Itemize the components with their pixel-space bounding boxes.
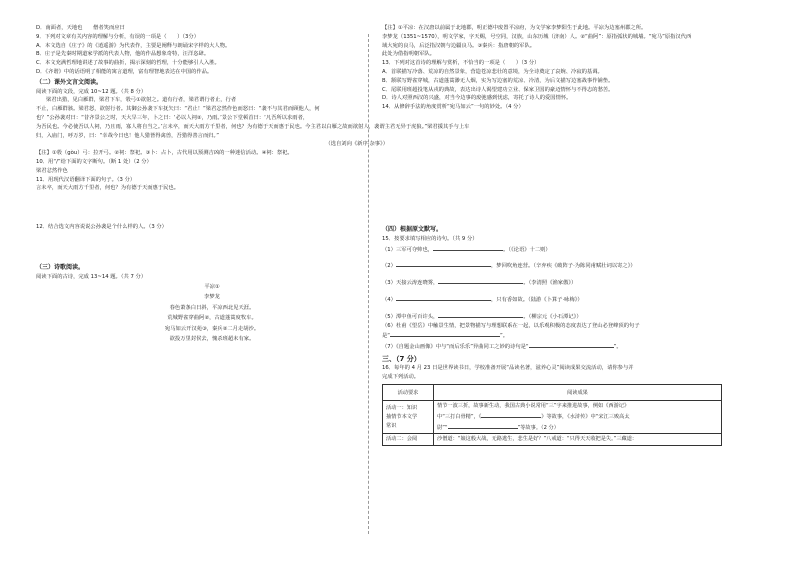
table-row [383,401,722,434]
q15-7-stem: （7）《自题金山画像》中与“而后乐乐”异曲同工之妙的诗句是“ [382,344,529,351]
quote-close: ”。 [613,344,622,351]
quote-close: ”。 [500,333,509,340]
content-text: 中“三打白骨精”，《 [437,413,482,420]
label-line: 常识 [386,422,397,429]
answer-blank[interactable] [390,330,500,337]
q13-option-d: D．诗人对照西汉的兴盛，对当今边事的废弛感到忧虑，寄托了诗人的爱国情怀。 [382,95,572,102]
content-line [437,422,718,433]
item-suffix: ，梦回吹角连营。（辛弃疾《破阵子·为陈同甫赋壮词以寄之》） [490,263,636,270]
passage-line: 归，入庙门，呼万岁，曰：“幸哉今日也！他人猎皆得禽兽，吾猎得善言而归。” [36,132,219,139]
passage-notes: 【注】①彀（gòu）弓：拉开弓。②祠：祭祀。③卜：占卜，古代用以预测吉凶的一种迷信活动。④祠：祭祀。 [36,150,293,157]
q15-item [382,277,734,288]
table-header-row [383,385,722,401]
q14-stem: 14．从修辞手法的角度赏析“宛马如云”一句的妙处。（4 分） [382,104,524,111]
q15-stem: 15．按要求填写相应的诗句。（共 9 分） [382,235,478,242]
q9-option-d: D．《齐谐》中的话语明了相能的寓言道理，富有理智地表达在中国的作品。 [36,68,213,75]
section-4-title: （四）根据原文默写。 [382,225,443,233]
answer-blank[interactable] [438,277,523,284]
q9-stem: 9．下列对文章有关内容的理解与分析，有误的一项是（ ）（3分） [36,33,199,40]
right-column [382,24,734,446]
q15-7-line [382,341,734,352]
q9-option-b: B．庄子是先秦时期道家学派的代表人物，他的作品想象奇特，汪洋恣肆。 [36,51,210,58]
poem-note-line: 【注】①平凉：在汉唐以前属于北地郡，明正德中废置平凉府，为文学家李梦阳生于此地。平凉为边塞州郡之所。 [382,25,647,31]
q15-6-stem: （6）杜甫《望岳》中触景生情，把景物描写与理想联系在一起，以乐观积极的态度表达了登山必登峰顶的句子 [382,322,640,329]
answer-blank[interactable] [433,244,503,251]
q11-answer-space[interactable] [36,193,388,223]
q13-option-b: B．颔联写野雀穿城，古道蓬蒿渺无人烟，实为写边塞的荒凉、冷清，为后文描写边塞战事作铺垫。 [382,77,614,84]
item-suffix: 。（柳宗元《小石潭记》） [523,313,582,320]
quote-open: 是“ [382,333,391,340]
answer-blank[interactable] [396,260,491,267]
header-requirement: 活动要求 [383,385,434,401]
activity-1-label [383,401,434,434]
content-text: ”等故事。（2 分） [517,424,559,431]
q10-text: 梁君忿然作色 [36,167,68,174]
q14-answer-space[interactable] [382,112,734,224]
q15-item [382,311,734,322]
q15-item [382,244,734,255]
q9-option-c: C．本文充满哲理地讲述了故事的曲折，揭示深刻的哲理，十分能够引人入胜。 [36,60,220,67]
q12-stem: 12．结合选文内容说说公孙袭是个什么样的人。（3 分） [36,224,167,231]
item-prefix: 三军可夺帅也， [395,246,434,253]
content-text: 》等故事，《水浒传》中“宋江三败高太 [541,413,630,420]
item-number: （5） [382,313,396,320]
poem-note-line: 李梦龙（1351~1570），明文学家，字天赐，号空同，汉族，山东历城（济南）人。②“曲阿”：原指弧状的城墙。“宛马”原指汉代西 [382,33,692,40]
passage-line: 为吾民也。今必使吾以人祠，乃且雨，寡人将自当之。’言未卒，而天大雨方千里者，何也？为有德于天而惠于民也。今主君以白雁之故而欲射人，袭谓主君无异于虎狼。”梁君援其手与上车 [36,123,470,130]
content-line [437,411,718,422]
poem-line: 春色萧条白日斜，平凉西北见天涯。 [169,304,255,311]
q13-option-c: C．尾联用班超投笔从戎的典故，表达出诗人渴望建功立业、保家卫国的豪迈情怀与不得志的愁苦。 [382,86,614,93]
answer-blank[interactable] [396,294,491,301]
section-2-title: （二）课外文言文阅读。 [36,78,103,86]
poem-note-line: 域大宛的良马，后泛指汉朝与边疆良马。③秦兵：指唐朝的军队。 [382,42,536,49]
q12-answer-space[interactable] [36,232,388,262]
section-3-title: （三）诗歌阅读。 [36,263,85,271]
table-row [383,434,722,446]
q11-stem: 11．用现代汉语翻译下面的句子。（3 分） [36,176,136,183]
item-suffix: 。（李清照《渔家傲》） [523,280,577,287]
item-number: （3） [382,280,396,287]
section-5-title: 三、（7 分） [382,354,421,363]
q15-item [382,260,734,271]
q16-stem-cont: 完成下列活动。 [382,373,420,380]
item-prefix: 天接云涛连晓雾， [395,280,439,287]
q13-stem: 13．下列对这首诗的理解与赏析，不恰当的一项是（ ）（3 分） [382,60,540,67]
activity-table [382,384,722,445]
answer-blank[interactable] [481,411,541,418]
answer-blank[interactable] [529,341,614,348]
label-line: 抽情节本文学 [386,413,418,420]
passage-line: 梁君出猎，见白雁群，梁君下车，彀弓①欲射之。道有行者，梁君谓行者止，行者 [46,97,237,104]
poem-line: 宛马如云开汉苑③，秦兵②二月走胡沙。 [164,325,260,332]
q8-option-d: D．南面者，天地也 僧者笑而应曰 [36,25,125,31]
item-prefix: 潭中鱼可百许头， [395,313,439,320]
poem [36,282,391,345]
poem-author: 李梦龙 [204,294,220,301]
poem-title: 平凉① [204,283,220,290]
activity-2-label: 活动二：会阅 [383,434,434,446]
activity-1-content [434,401,722,434]
answer-blank[interactable] [438,311,523,318]
content-line: 情节一波三折，故事新生动，我国古典小说常用“三”字来推进故事，例如《西游记》 [437,403,630,410]
passage-line: 不止，白雁群骇。梁君怒，欲射行者。其御公孙袭下车抚矢曰：“君止！”梁君忿然作色而怒曰：“袭不与其君而顾他人，何 [36,106,320,113]
item-suffix: ，只有香如故。（陆游《卜算子·咏梅》） [490,296,583,303]
poem-note-line: 此处为借指明朝军队。 [382,51,435,58]
q15-item [382,294,734,305]
section-2-instruction: 阅读下面的文段，完成 10~12 题。（共 8 分） [36,88,147,95]
q15-6-answer [382,330,734,341]
q11-text: 言未卒，而天大雨方千里者，何也？为有德于天而惠于民也。 [36,185,180,192]
q13-option-a: A．首联描写冷落、荒凉的自然景象，营造苍凉悲壮的意境，为全诗奠定了哀婉、冷寂的基调。 [382,68,603,75]
content-line: 沙僧道：“娘这般大战，无路逃生，悲生是好？”八戒道：“只得天天收把是失。”三藏道： [437,436,638,443]
passage-line: 也？”公孙袭对曰：“昔齐景公之时，天大旱三年，卜之曰：‘必以人祠②，乃雨。’景公下堂顿首曰：‘凡吾所以求雨者， [36,114,309,121]
activity-2-content [434,434,722,446]
item-suffix: 。（《论语》十二则） [503,246,551,253]
q10-stem: 10．用“/”给下面的文字断句。（断 1 处）（2 分） [36,158,152,165]
label-line: 活动一：知识 [386,405,418,412]
q9-option-a: A．本文选自《庄子》的《逍遥游》为代表作，主要是阐释与朗诵宋字样的大人物。 [36,42,231,49]
poem-line: 荒城野雀穿曲阿②，古道蓬蒿度牧车。 [167,315,257,322]
q16-stem: 16．每年的 4 月 23 日是世界读书日，学校准备开展“品读名著，滋养心灵”阅读成果交流活动，请你参与并 [382,364,634,371]
poem-line: 欲投万里封侯去，愧杀班超未有家。 [169,336,255,343]
item-number: （1） [382,246,396,253]
item-number: （2） [382,263,396,270]
answer-blank[interactable] [448,422,518,429]
item-number: （4） [382,296,396,303]
section-3-instruction: 阅读下面的古诗，完成 13~14 题。（共 7 分） [36,273,147,280]
passage-source: （选自刘向《新序·杂事》） [325,141,388,148]
content-text: 尉”“ [437,424,448,431]
header-result: 阅读成果 [434,385,722,401]
